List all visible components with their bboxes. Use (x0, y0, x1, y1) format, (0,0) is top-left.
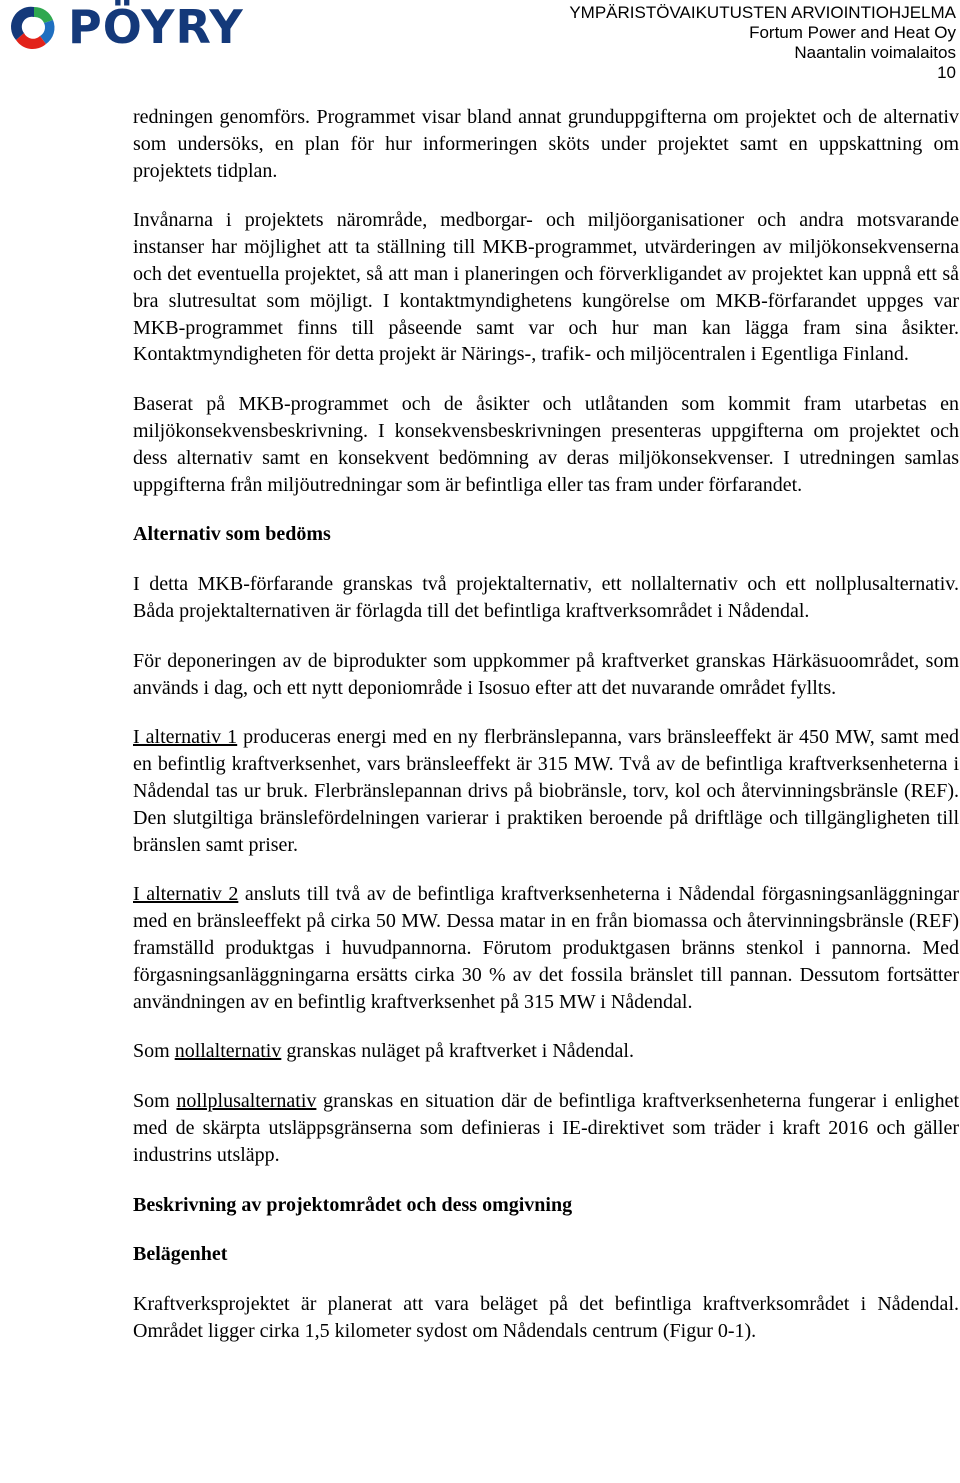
document-header (569, 3, 956, 83)
poyry-logo (6, 2, 266, 52)
zero-alternative-text: granskas nuläget på kraftverket i Nådendal. (281, 1040, 634, 1063)
alternative-2-term: I alternativ 2 (133, 883, 239, 906)
body-text (133, 104, 959, 1368)
zero-alternative-term: nollalternativ (174, 1040, 282, 1063)
header-title: YMPÄRISTÖVAIKUTUSTEN ARVIOINTIOHJELMA (569, 3, 956, 22)
paragraph-assessment-report: Baserat på MKB-programmet och de åsikter och utlåtanden som kommit fram utarbetas en miljökonsekvensbeskrivning. I konsekvensbeskrivningen presenteras uppgifterna om projektet och dess alternativ samt en konsekvent bedömning av deras miljökonsekvenser. I utredningen samlas uppgifterna från miljöutredningar som är befintliga eller tas fram under förfarandet. (133, 393, 959, 496)
paragraph-alternatives-overview: I detta MKB-förfarande granskas två projektalternativ, ett nollalternativ och ett nollplusalternativ. Båda projektalternativen är förlagda till det befintliga kraftverksområdet i Nådendal. (133, 573, 959, 622)
paragraph-deposition: För deponeringen av de biprodukter som uppkommer på kraftverket granskas Härkäsuoområdet, som används i dag, och ett nytt deponiområde i Isosuo efter att det nuvarande området fyllts. (133, 649, 959, 699)
zero-plus-prefix: Som (133, 1090, 177, 1113)
poyry-logo-icon (6, 4, 62, 50)
zero-plus-term: nollplusalternativ (176, 1090, 317, 1113)
paragraph-residents: Invånarna i projektets närområde, medborgar- och miljöorganisationer och andra motsvarande instanser har möjlighet att ta ställning till MKB-programmet, utvärderingen av miljökonsekvenserna och det eventuella projektet, så att man i planeringen och förverkligandet av projektet kan uppnå ett så bra slutresultat som möjligt. I kontaktmyndighetens kungörelse om MKB-förfarandet uppges var MKB-programmet finns till påseende samt var och hur man kan lägga fram sina åsikter. Kontaktmyndigheten för detta projekt är Närings-, trafik- och miljöcentralen i Egentliga Finland. (133, 209, 959, 366)
zero-alternative-prefix: Som (133, 1040, 175, 1063)
zero-plus-text: granskas en situation där de befintliga kraftverksenheterna fungerar i enlighet med de skärpta utsläppsgränserna som definieras i IE-direktivet som träder i kraft 2016 och gäller industrins utsläpp. (133, 1090, 960, 1166)
paragraph-zero-alternative (133, 1038, 959, 1065)
heading-location: Belägenhet (133, 1243, 228, 1266)
paragraph-alternative-2 (133, 881, 959, 1015)
logo-wordmark: PÖYRY (68, 0, 244, 54)
paragraph-location: Kraftverksprojektet är planerat att vara beläget på det befintliga kraftverksområdet i Nådendal. Området ligger cirka 1,5 kilometer sydost om Nådendals centrum (Figur 0-1). (133, 1293, 959, 1342)
heading-alternatives: Alternativ som bedöms (133, 523, 331, 546)
alternative-2-text: ansluts till två av de befintliga kraftverksenheterna i Nådendal förgasningsanläggningar med en bränsleeffekt på cirka 50 MW. Dessa matar in en från biomassa och återvinningsbränsle (REF) framställd produktgas i huvudpannorna. Förutom produktgasen bränns stenkol i pannorna. Med förgasningsanläggningarna ersätts cirka 30 % av det fossila bränslet till pannan. Dessutom fortsätter användningen av en befintlig kraftverksenhet på 315 MW i Nådendal. (133, 883, 959, 1013)
paragraph-intro-continued: redningen genomförs. Programmet visar bland annat grunduppgifterna om projektet och de alternativ som undersöks, en plan för hur informeringen sköts under projektet samt en uppskattning om projektets tidplan. (133, 106, 959, 182)
heading-project-area: Beskrivning av projektområdet och dess omgivning (133, 1193, 573, 1216)
header-company: Fortum Power and Heat Oy (749, 23, 956, 42)
alternative-1-text: produceras energi med en ny flerbränslepanna, vars bränsleeffekt är 450 MW, samt med en befintlig kraftverksenhet, vars bränsleeffekt är 315 MW. Två av de befintliga kraftverksenheterna i Nådendal tas ur bruk. Flerbränslepannan drivs på biobränsle, torv, kol och återvinningsbränsle (REF). Den slutgiltiga bränslefördelningen varierar i praktiken beroende på driftläge och tillgängligheten till bränslen samt priser. (133, 726, 960, 856)
header-site: Naantalin voimalaitos (794, 43, 956, 62)
page-number: 10 (937, 63, 956, 82)
paragraph-alternative-1 (133, 724, 959, 858)
alternative-1-term: I alternativ 1 (133, 726, 238, 749)
paragraph-zero-plus-alternative (133, 1088, 959, 1168)
